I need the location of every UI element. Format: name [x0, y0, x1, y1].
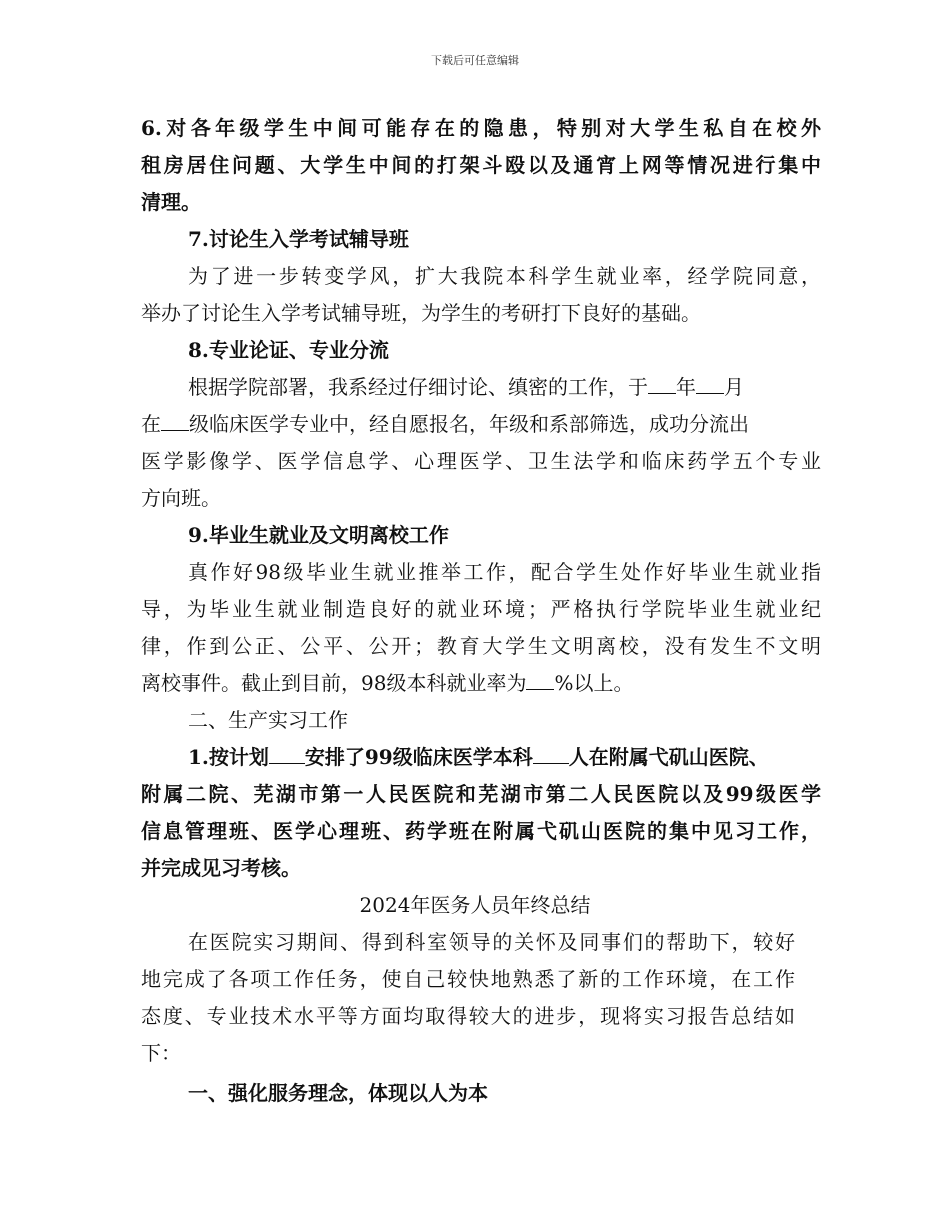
item-7-line-1: 为了进一步转变学风，扩大我院本科学生就业率，经学院同意，: [188, 264, 821, 288]
item-9-heading: 9.毕业生就业及文明离校工作: [188, 523, 449, 547]
plan-suffix: 人在附属弋矶山医院、: [568, 745, 769, 769]
item-7-line-2: 举办了讨论生入学考试辅导班，为学生的考研打下良好的基础。: [141, 301, 701, 325]
item-8-line-2-text: 级临床医学专业中，经自愿报名，年级和系部筛选，成功分流出: [189, 412, 749, 436]
item-8-line-2-prefix: 在: [141, 412, 161, 436]
item-9-line-4-suffix: %以上。: [554, 671, 634, 695]
summary-para-line-2: 地完成了各项工作任务，使自己较快地熟悉了新的工作环境，在工作: [141, 967, 795, 991]
item-8-line-1: [188, 375, 868, 399]
item-8-line-4: 方向班。: [141, 486, 221, 510]
blank-field: [269, 745, 305, 764]
item-7-heading: 7.讨论生入学考试辅导班: [188, 227, 409, 251]
item-9-line-3: 律，作到公正、公平、公开；教育大学生文明离校，没有发生不文明: [141, 634, 821, 658]
plan-middle: 安排了99级临床医学本科: [304, 745, 533, 769]
blank-field: [526, 671, 554, 690]
section-2-item-1-line-4: 并完成见习考核。: [141, 856, 301, 880]
summary-para-line-4: 下：: [141, 1041, 181, 1065]
item-9-line-4-text: 离校事件。截止到目前，98级本科就业率为: [141, 671, 527, 695]
item-9-line-1: 真作好98级毕业生就业推举工作，配合学生处作好毕业生就业指: [188, 560, 821, 584]
section-2-heading: 二、生产实习工作: [188, 708, 348, 732]
blank-field: [648, 375, 676, 394]
item-6-line-2: 租房居住问题、大学生中间的打架斗殴以及通宵上网等情况进行集中: [141, 153, 821, 177]
blank-field: [161, 412, 189, 431]
item-9-line-4: [141, 671, 821, 695]
summary-title: 2024年医务人员年终总结: [359, 893, 591, 917]
item-6-line-3: 清理。: [141, 190, 201, 214]
page-header: 下载后可任意编辑: [431, 54, 519, 67]
summary-para-line-3: 态度、专业技术水平等方面均取得较大的进步，现将实习报告总结如: [141, 1004, 795, 1028]
item-8-month: 月: [724, 375, 744, 399]
section-2-item-1-line-3: 信息管理班、医学心理班、药学班在附属弋矶山医院的集中见习工作，: [141, 819, 821, 843]
item-9-line-2: 导，为毕业生就业制造良好的就业环境；严格执行学院毕业生就业纪: [141, 597, 821, 621]
item-8-year: 年: [676, 375, 696, 399]
blank-field: [533, 745, 569, 764]
plan-prefix: 1.按计划: [188, 745, 269, 769]
item-6-line-1: 6.对各年级学生中间可能存在的隐患，特别对大学生私自在校外: [141, 116, 821, 140]
item-8-line-2: [141, 412, 821, 436]
item-8-line-3: 医学影像学、医学信息学、心理医学、卫生法学和临床药学五个专业: [141, 449, 821, 473]
section-2-item-1-line-1: [141, 745, 821, 769]
summary-section-1-heading: 一、强化服务理念，体现以人为本: [188, 1081, 488, 1105]
blank-field: [696, 375, 724, 394]
item-8-line-1-text: 根据学院部署，我系经过仔细讨论、缜密的工作，于: [188, 375, 648, 399]
summary-para-line-1: 在医院实习期间、得到科室领导的关怀及同事们的帮助下，较好: [188, 930, 795, 954]
section-2-item-1-line-2: 附属二院、芜湖市第一人民医院和芜湖市第二人民医院以及99级医学: [141, 782, 821, 806]
item-8-heading: 8.专业论证、专业分流: [188, 338, 389, 362]
